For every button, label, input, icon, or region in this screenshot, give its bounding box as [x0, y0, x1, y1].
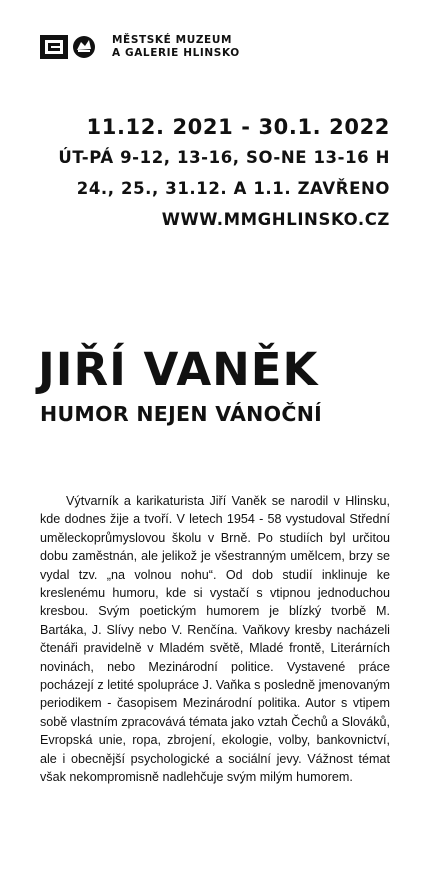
exhibition-info — [58, 112, 390, 235]
closed-days: 24., 25., 31.12. A 1.1. ZAVŘENO — [76, 179, 390, 198]
exhibition-title: JIŘÍ VANĚK — [38, 343, 319, 396]
exhibition-subtitle: HUMOR NEJEN VÁNOČNÍ — [40, 402, 323, 426]
museum-name-line2: A GALERIE HLINSKO — [112, 47, 240, 59]
museum-name-line1: MĚSTSKÉ MUZEUM — [112, 34, 233, 46]
exhibition-dates: 11.12. 2021 - 30.1. 2022 — [86, 115, 390, 139]
museum-logo — [40, 34, 240, 60]
museum-logo-icon — [40, 34, 104, 60]
artist-biography: Výtvarník a karikaturista Jiří Vaněk se narodil v Hlinsku, kde dodnes žije a tvoří. V letech 1954 - 58 vystudoval Střední uměleckoprůmyslovou školu v Brně. Po studiích byl určitou dobu zaměstnán, ale jelikož je všestranným umělcem, brzy se vydal tzv. „na volnou nohu“. Od dob studií inklinuje ke kreslenému humoru, kde si vystačí s vtipnou jednoduchou kresbou. Svým poetickým humorem je blízký tvorbě M. Bartáka, J. Slívy nebo V. Renčína. Vaňkovy kresby nacházeli čtenáři pravidelně v Mladém světě, Mladé frontě, Literárních novinách, nebo Mezinárodní politice. Vystavené práce pocházejí z letité spolupráce J. Vaňka s posledně jmenovaným periodikem - časopisem Mezinárodní politika. Autor s vtipem sobě vlastním zpracovává témata jako vztah Čechů a Slováků, Evropská unie, ropa, zbrojení, ekologie, volby, bankovnictví, ale i obecnější psychologické a sociální jevy. Vážnost témat však nekompromisně nadlehčuje svým milým humorem. — [40, 494, 391, 785]
website-link[interactable]: WWW.MMGHLINSKO.CZ — [161, 210, 390, 229]
museum-name — [112, 34, 240, 60]
opening-hours: ÚT-PÁ 9-12, 13-16, SO-NE 13-16 H — [58, 148, 390, 167]
